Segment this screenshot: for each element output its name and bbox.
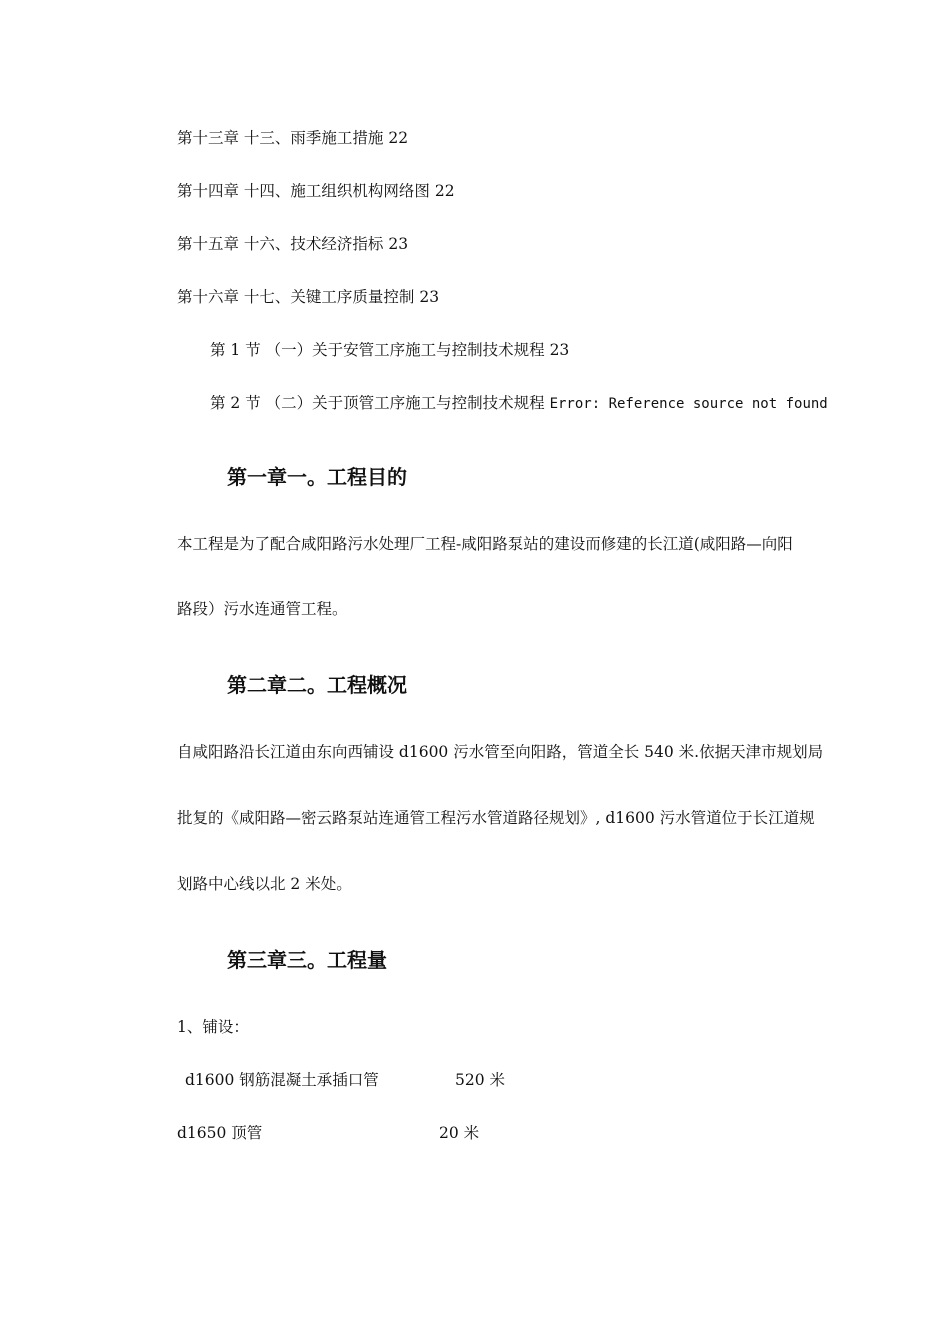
toc-subitem-text: 第 1 节 （一）关于安管工序施工与控制技术规程 23 <box>210 341 570 359</box>
list-intro: 1、铺设： <box>177 1018 249 1036</box>
reference-error: Error: Reference source not found <box>549 396 828 412</box>
paragraph-line: 自咸阳路沿长江道由东向西铺设 d1600 污水管至向阳路，管道全长 540 米.依据天津市规划局 <box>177 743 824 761</box>
toc-item: 第十五章 十六、技术经济指标 23 <box>177 235 409 253</box>
toc-item: 第十三章 十三、雨季施工措施 22 <box>177 129 409 147</box>
paragraph-line: 本工程是为了配合咸阳路污水处理厂工程-咸阳路泵站的建设而修建的长江道(咸阳路—向阳 <box>177 535 793 553</box>
quantity-item-value: 20 米 <box>439 1124 480 1142</box>
quantity-item-name: d1600 钢筋混凝土承插口管 <box>185 1071 379 1089</box>
paragraph-line: 划路中心线以北 2 米处。 <box>177 875 352 893</box>
toc-subitem <box>210 340 569 360</box>
toc-item: 第十六章 十七、关键工序质量控制 23 <box>177 288 440 306</box>
toc-item: 第十四章 十四、施工组织机构网络图 22 <box>177 182 455 200</box>
quantity-item-name: d1650 顶管 <box>177 1124 263 1142</box>
toc-subitem-text: 第 2 节 （二）关于顶管工序施工与控制技术规程 <box>210 394 550 412</box>
paragraph-line: 路段）污水连通管工程。 <box>177 600 348 618</box>
paragraph-line: 批复的《咸阳路—密云路泵站连通管工程污水管道路径规划》, d1600 污水管道位于长江道规 <box>177 809 815 827</box>
quantity-item-value: 520 米 <box>455 1071 506 1089</box>
toc-subitem <box>210 393 828 414</box>
chapter-heading: 第二章二。工程概况 <box>227 673 407 697</box>
chapter-heading: 第一章一。工程目的 <box>227 465 407 489</box>
chapter-heading: 第三章三。工程量 <box>227 948 387 972</box>
